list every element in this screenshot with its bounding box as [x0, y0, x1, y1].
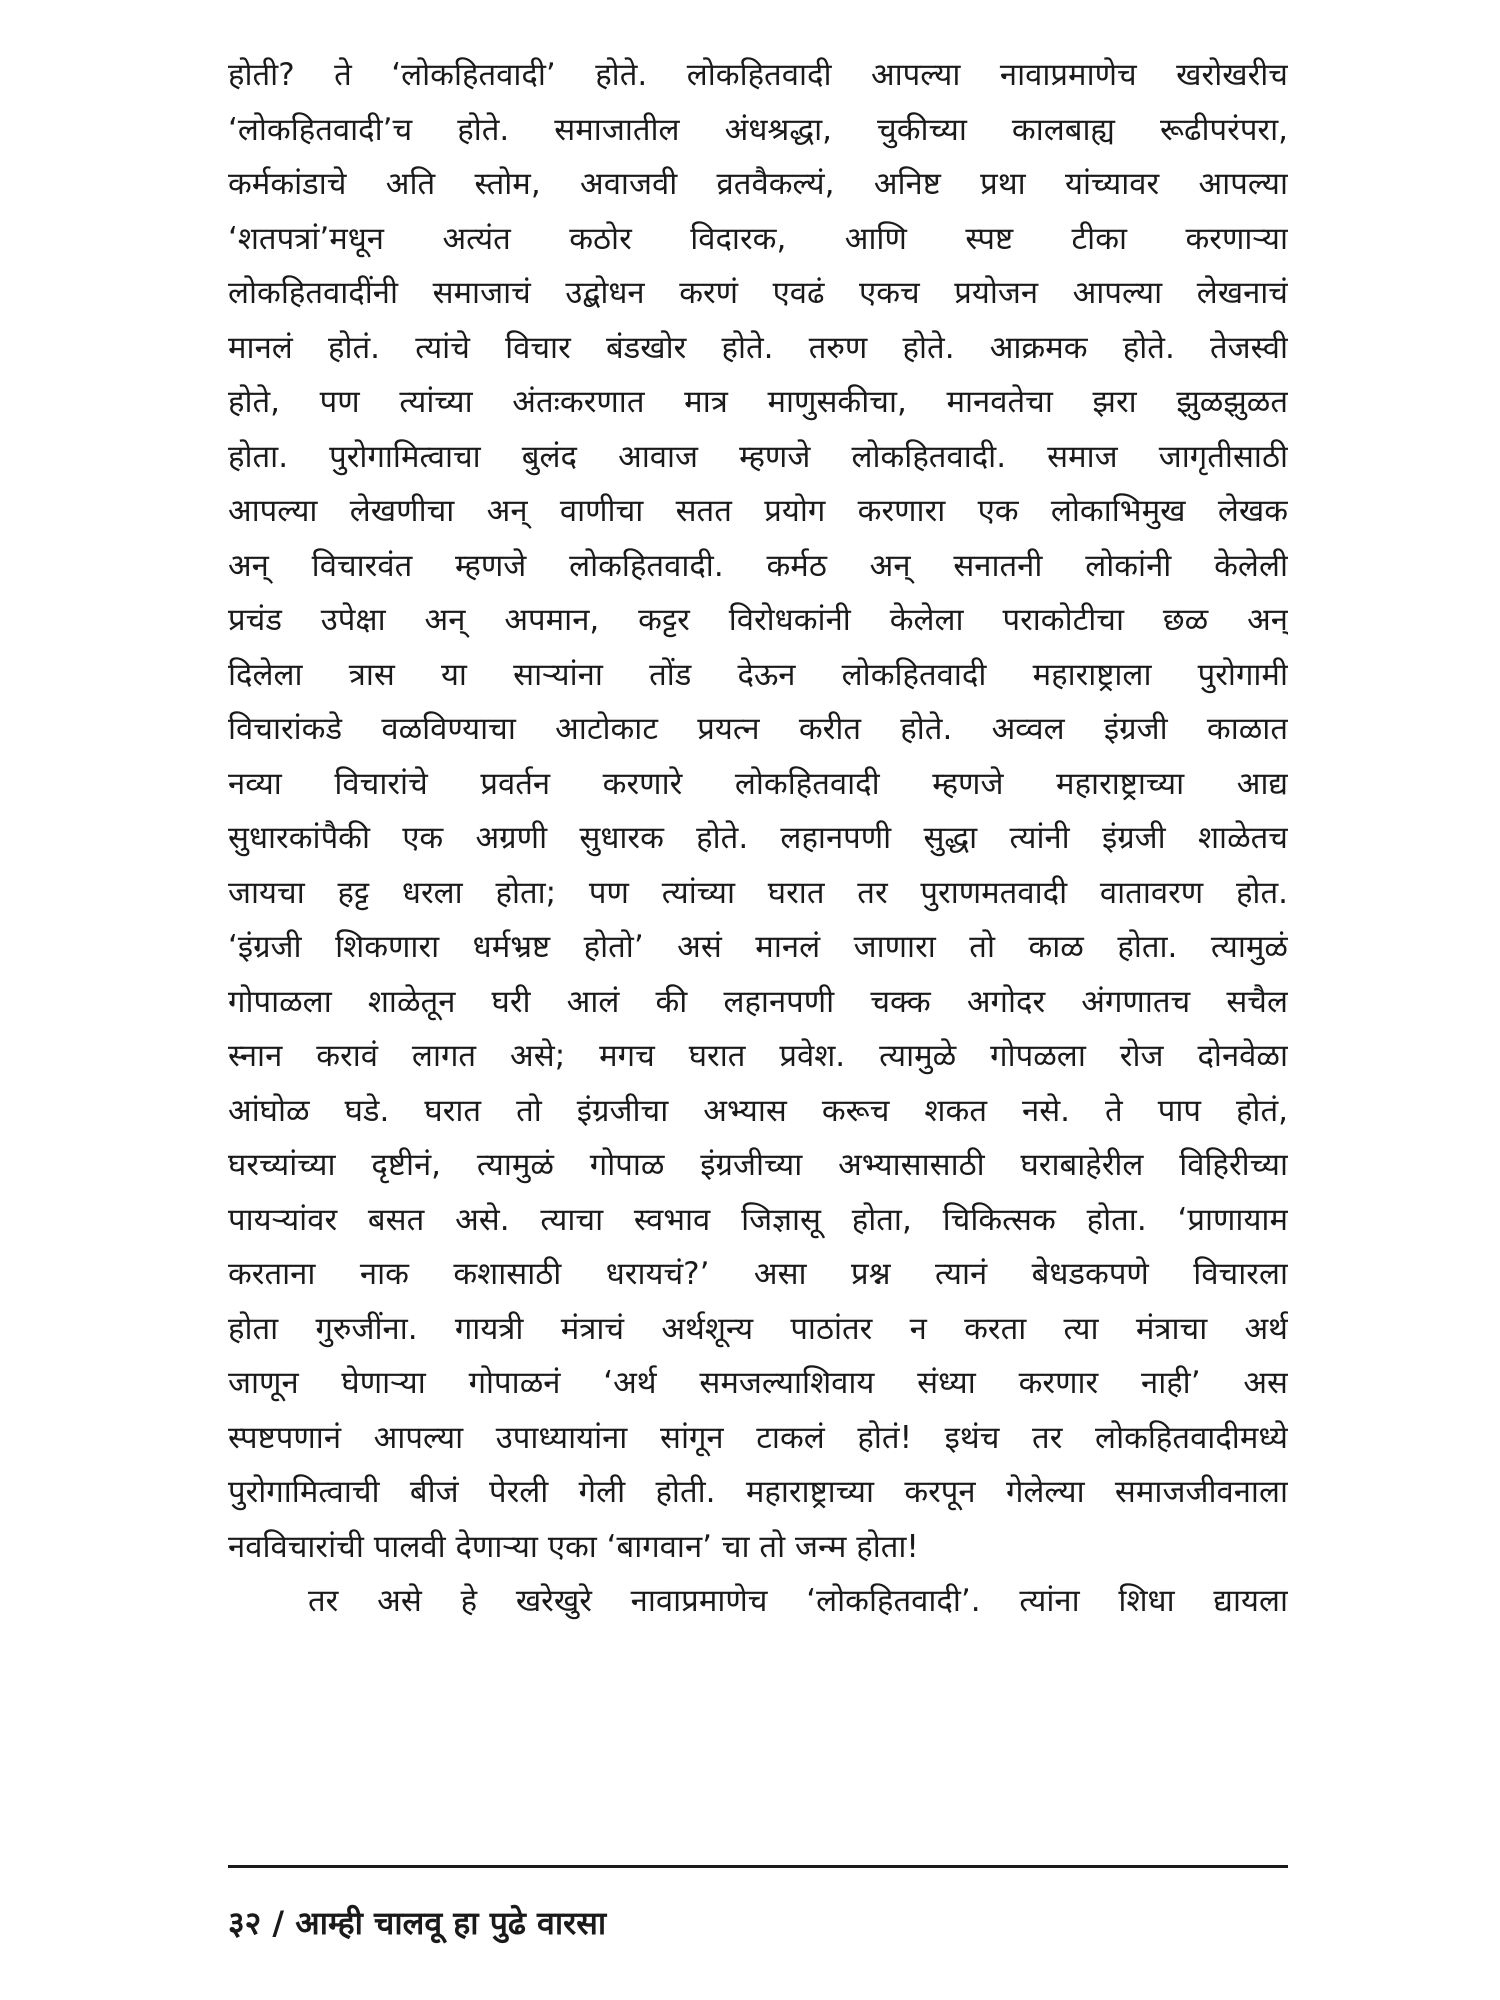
text-line: आपल्या लेखणीचा अन् वाणीचा सतत प्रयोग करणारा एक लोकाभिमुख लेखक — [228, 493, 1288, 529]
text-line: ‘इंग्रजी शिकणारा धर्मभ्रष्ट होतो’ असं मानलं जाणारा तो काळ होता. त्यामुळं — [228, 929, 1288, 965]
text-line: लोकहितवादींनी समाजाचं उद्बोधन करणं एवढं एकच प्रयोजन आपल्या लेखनाचं — [228, 275, 1288, 311]
text-line: प्रचंड उपेक्षा अन् अपमान, कट्टर विरोधकांनी केलेला पराकोटीचा छळ अन् — [228, 602, 1288, 638]
text-line: गोपाळला शाळेतून घरी आलं की लहानपणी चक्क अगोदर अंगणातच सचैल — [228, 983, 1288, 1020]
text-line: अन् विचारवंत म्हणजे लोकहितवादी. कर्मठ अन् सनातनी लोकांनी केलेली — [228, 547, 1288, 584]
text-line: आंघोळ घडे. घरात तो इंग्रजीचा अभ्यास करूच शकत नसे. ते पाप होतं, — [228, 1092, 1288, 1129]
text-line: पुरोगामित्वाची बीजं पेरली गेली होती. महाराष्ट्राच्या करपून गेलेल्या समाजजीवनाला — [228, 1474, 1288, 1510]
text-line: होता. पुरोगामित्वाचा बुलंद आवाज म्हणजे लोकहितवादी. समाज जागृतीसाठी — [228, 438, 1288, 475]
text-line: दिलेला त्रास या साऱ्यांना तोंड देऊन लोकहितवादी महाराष्ट्राला पुरोगामी — [228, 656, 1288, 693]
text-line: सुधारकांपैकी एक अग्रणी सुधारक होते. लहानपणी सुद्धा त्यांनी इंग्रजी शाळेतच — [228, 820, 1288, 856]
paragraph-end-line: नवविचारांची पालवी देणाऱ्या एका ‘बागवान’ चा तो जन्म होता! — [228, 1528, 919, 1565]
text-line: नव्या विचारांचे प्रवर्तन करणारे लोकहितवादी म्हणजे महाराष्ट्राच्या आद्य — [228, 765, 1288, 802]
text-line: कर्मकांडाचे अति स्तोम, अवाजवी व्रतवैकल्यं, अनिष्ट प्रथा यांच्यावर आपल्या — [228, 166, 1288, 202]
text-line: विचारांकडे वळविण्याचा आटोकाट प्रयत्न करीत होते. अव्वल इंग्रजी काळात — [228, 711, 1288, 747]
text-line: ‘लोकहितवादी’च होते. समाजातील अंधश्रद्धा, चुकीच्या कालबाह्य रूढीपरंपरा, — [228, 111, 1288, 148]
footer-divider — [228, 1865, 1288, 1868]
page-footer — [228, 1898, 606, 1948]
text-line: स्नान करावं लागत असे; मगच घरात प्रवेश. त्यामुळे गोपळला रोज दोनवेळा — [228, 1038, 1288, 1074]
new-paragraph-line: तर असे हे खरेखुरे नावाप्रमाणेच ‘लोकहितवादी’. त्यांना शिधा द्यायला — [308, 1583, 1288, 1619]
text-line: पायऱ्यांवर बसत असे. त्याचा स्वभाव जिज्ञासू होता, चिकित्सक होता. ‘प्राणायाम — [228, 1201, 1288, 1238]
text-line: होते, पण त्यांच्या अंतःकरणात मात्र माणुसकीचा, मानवतेचा झरा झुळझुळत — [228, 384, 1288, 420]
body-text — [228, 48, 1288, 1629]
text-line: जायचा हट्ट धरला होता; पण त्यांच्या घरात तर पुराणमतवादी वातावरण होत. — [228, 874, 1288, 911]
text-line: होती? ते ‘लोकहितवादी’ होते. लोकहितवादी आपल्या नावाप्रमाणेच खरोखरीच — [228, 57, 1288, 93]
text-line: स्पष्टपणानं आपल्या उपाध्यायांना सांगून टाकलं होतं! इथंच तर लोकहितवादीमध्ये — [228, 1419, 1288, 1456]
footer-separator: / — [272, 1904, 285, 1942]
book-title: आम्ही चालवू हा पुढे वारसा — [295, 1904, 607, 1942]
page-number: ३२ — [228, 1904, 262, 1942]
text-line: करताना नाक कशासाठी धरायचं?’ असा प्रश्न त्यानं बेधडकपणे विचारला — [228, 1256, 1288, 1292]
text-line: ‘शतपत्रां’मधून अत्यंत कठोर विदारक, आणि स्पष्ट टीका करणाऱ्या — [228, 220, 1288, 257]
text-line: घरच्यांच्या दृष्टीनं, त्यामुळं गोपाळ इंग्रजीच्या अभ्यासासाठी घराबाहेरील विहिरीच्या — [228, 1147, 1288, 1183]
text-line: जाणून घेणाऱ्या गोपाळनं ‘अर्थ समजल्याशिवाय संध्या करणार नाही’ अस — [228, 1365, 1288, 1401]
text-line: होता गुरुजींना. गायत्री मंत्राचं अर्थशून्य पाठांतर न करता त्या मंत्राचा अर्थ — [228, 1310, 1288, 1347]
text-line: मानलं होतं. त्यांचे विचार बंडखोर होते. तरुण होते. आक्रमक होते. तेजस्वी — [228, 329, 1288, 366]
